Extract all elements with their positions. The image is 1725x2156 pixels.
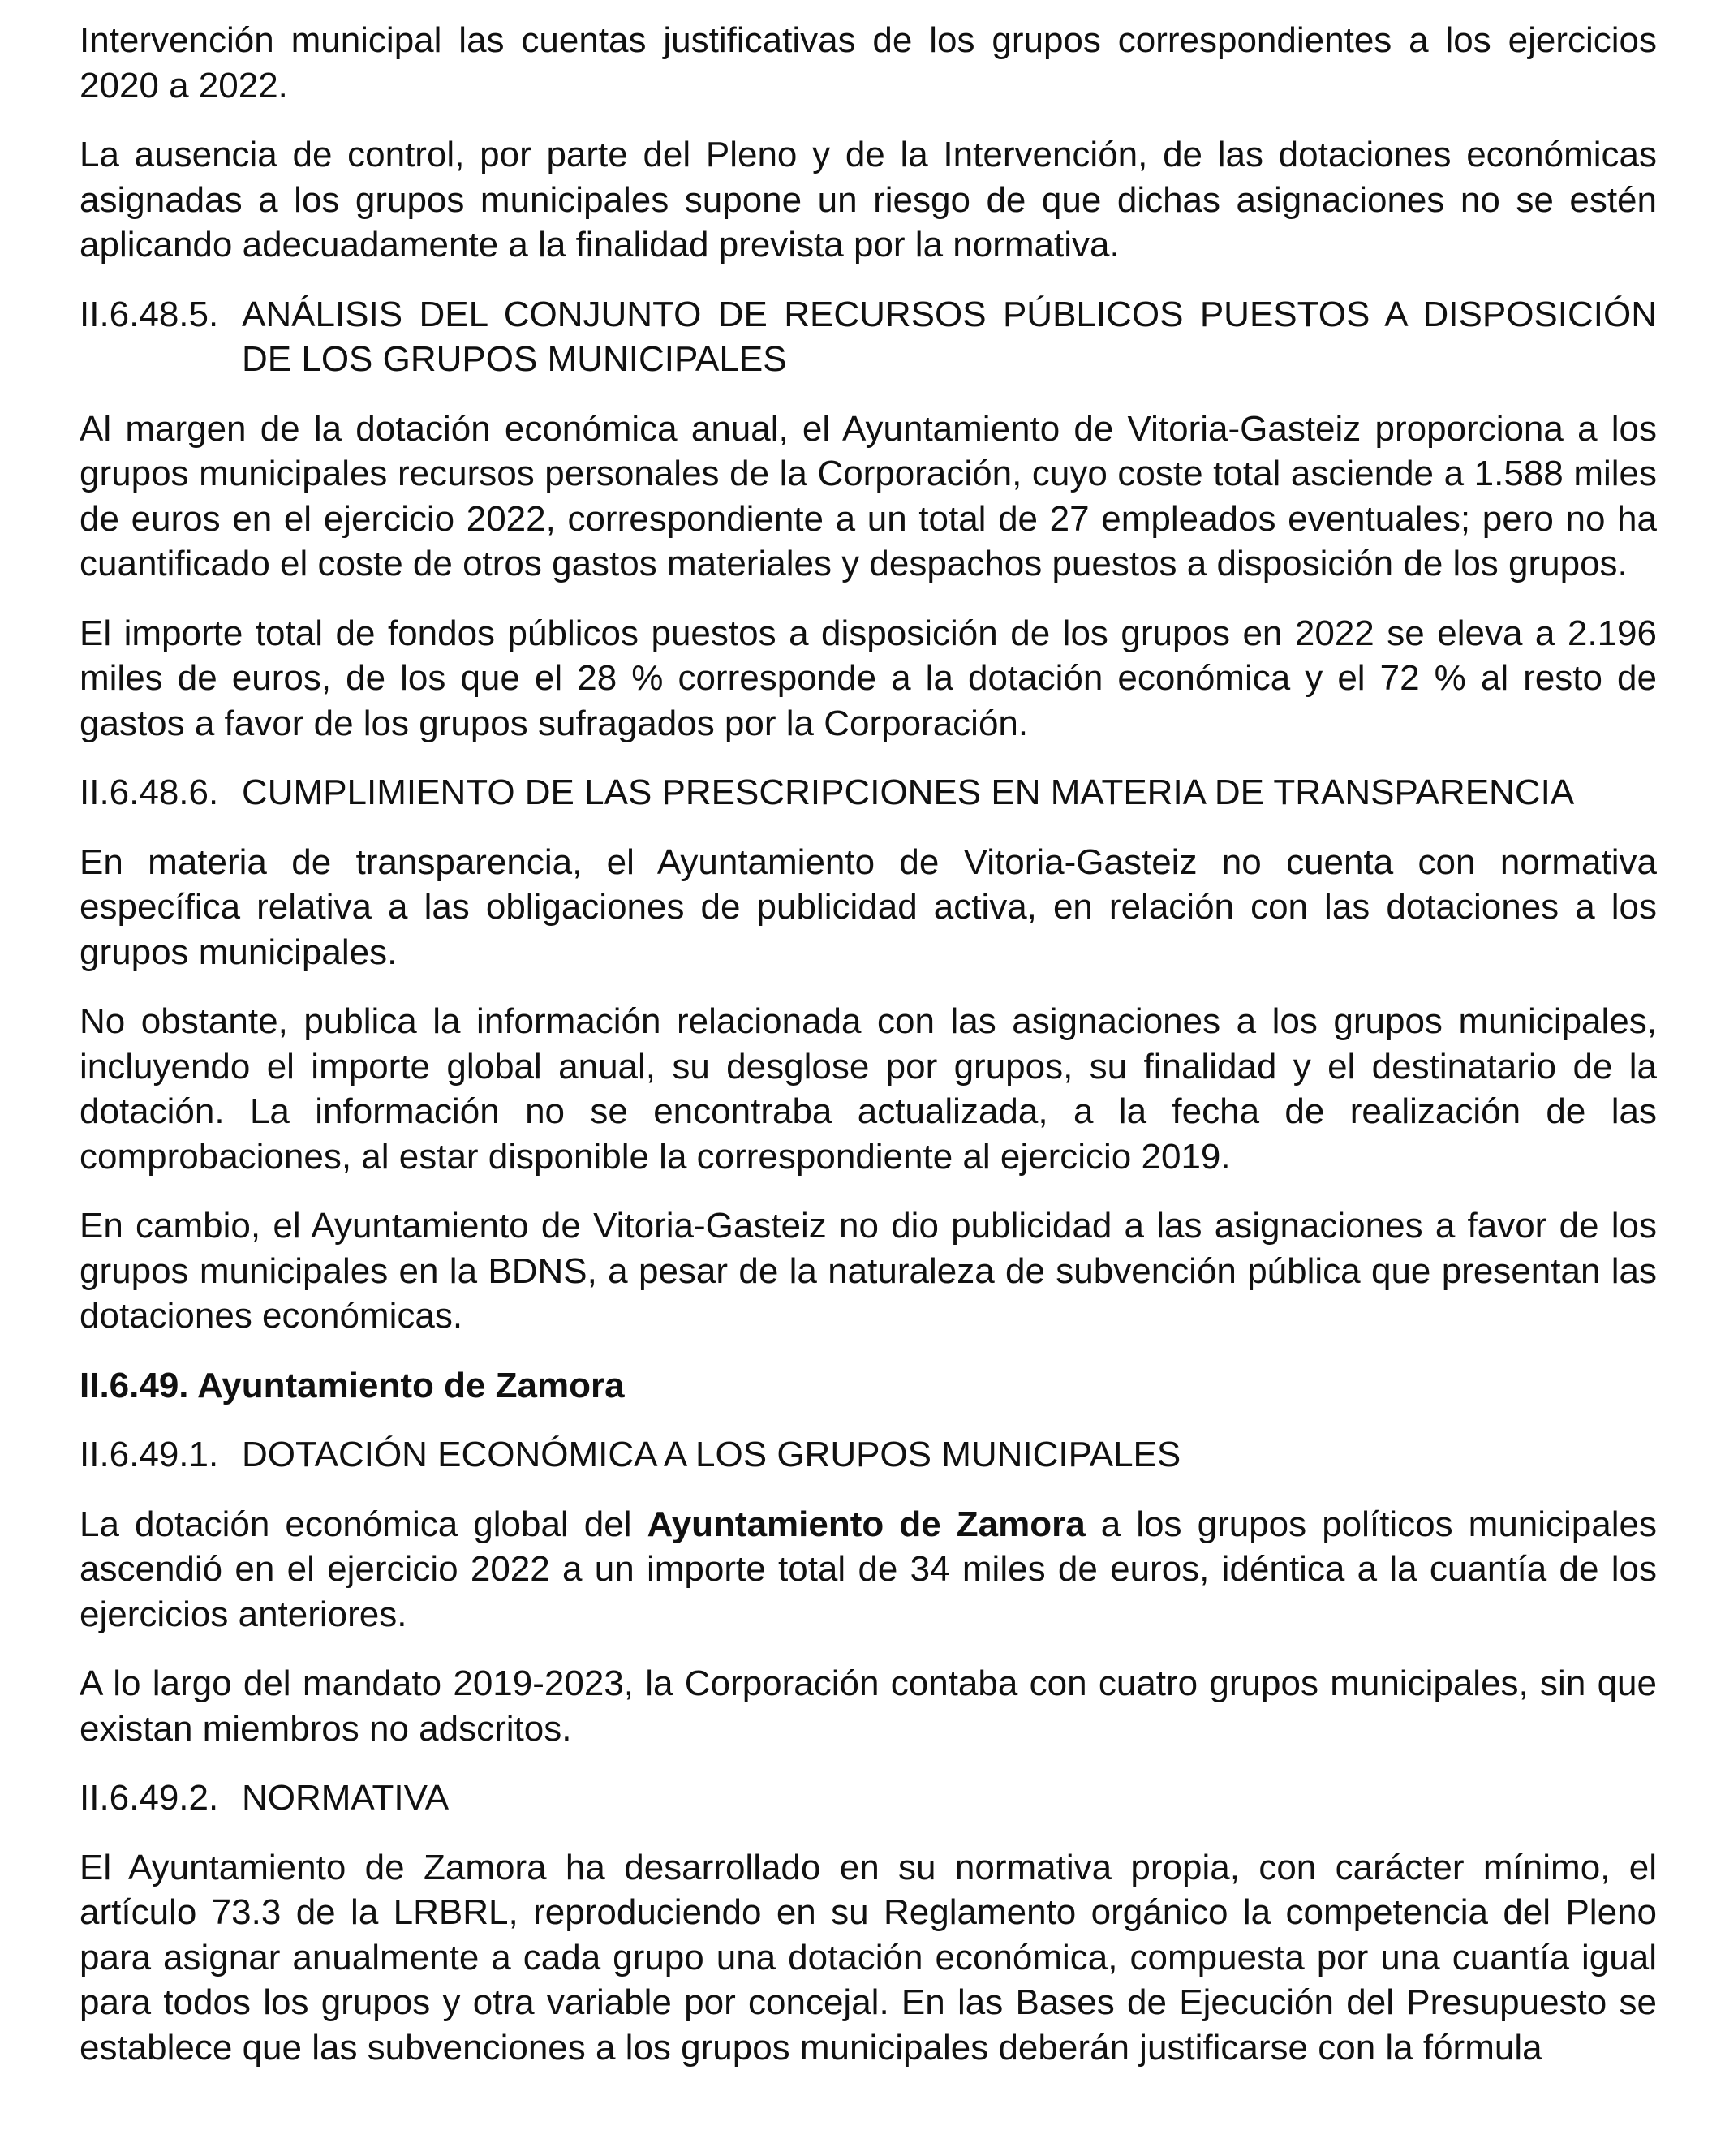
paragraph: La ausencia de control, por parte del Pleno y de la Intervención, de las dotaciones económicas asignadas a los grupos municipales supone un riesgo de que dichas asignaciones no se estén aplicando adecuadamente a la finalidad prevista por la normativa. — [80, 135, 1657, 265]
paragraph: En cambio, el Ayuntamiento de Vitoria-Gasteiz no dio publicidad a las asignaciones a favor de los grupos municipales en la BDNS, a pesar de la naturaleza de subvención pública que presentan las dotaciones económicas. — [80, 1206, 1657, 1336]
paragraph: En materia de transparencia, el Ayuntamiento de Vitoria-Gasteiz no cuenta con normativa específica relativa a las obligaciones de publicidad activa, en relación con las dotaciones a los grupos municipales. — [80, 841, 1657, 972]
paragraph-text: a los grupos políticos municipales ascendió en el ejercicio 2022 a un importe total de 34 miles de euros, idéntica a la cuantía de los ejercicios anteriores. — [80, 1504, 1657, 1634]
paragraph: Al margen de la dotación económica anual, el Ayuntamiento de Vitoria-Gasteiz proporciona a los grupos municipales recursos personales de la Corporación, cuyo coste total asciende a 1.588 miles de euros en el ejercicio 2022, correspondiente a un total de 27 empleados eventuales; pero no ha cuantificado el coste de otros gastos materiales y despachos puestos a disposición de los grupos. — [80, 408, 1657, 583]
paragraph: A lo largo del mandato 2019-2023, la Corporación contaba con cuatro grupos municipales, sin que existan miembros no adscritos. — [80, 1663, 1657, 1749]
heading-number: II.6.49.2. — [80, 1778, 219, 1818]
paragraph-text: La dotación económica global del — [80, 1504, 647, 1544]
subsection-heading — [80, 1775, 1657, 1821]
subsection-heading — [80, 292, 1657, 382]
subsection-heading — [80, 1432, 1657, 1478]
subsection-heading — [80, 770, 1657, 815]
paragraph-bold-text: Ayuntamiento de Zamora — [647, 1504, 1086, 1544]
document-page — [80, 18, 1657, 2094]
paragraph: El importe total de fondos públicos puestos a disposición de los grupos en 2022 se eleva a 2.196 miles de euros, de los que el 28 % corresponde a la dotación económica y el 72 % al resto de gastos a favor de los grupos sufragados por la Corporación. — [80, 613, 1657, 743]
paragraph: El Ayuntamiento de Zamora ha desarrollado en su normativa propia, con carácter mínimo, el artículo 73.3 de la LRBRL, reproduciendo en su Reglamento orgánico la competencia del Pleno para asignar anualmente a cada grupo una dotación económica, compuesta por una cuantía igual para todos los grupos y otra variable por concejal. En las Bases de Ejecución del Presupuesto se establece que las subvenciones a los grupos municipales deberán justificarse con la fórmula — [80, 1847, 1657, 2068]
section-title: II.6.49. Ayuntamiento de Zamora — [80, 1365, 625, 1405]
paragraph: No obstante, publica la información relacionada con las asignaciones a los grupos municipales, incluyendo el importe global anual, su desglose por grupos, su finalidad y el destinatario de la dotación. La información no se encontraba actualizada, a la fecha de realización de las comprobaciones, al estar disponible la correspondiente al ejercicio 2019. — [80, 1001, 1657, 1177]
heading-title: NORMATIVA — [242, 1778, 450, 1818]
heading-title: DOTACIÓN ECONÓMICA A LOS GRUPOS MUNICIPALES — [242, 1435, 1181, 1474]
heading-number: II.6.49.1. — [80, 1435, 219, 1474]
heading-number: II.6.48.6. — [80, 772, 219, 812]
heading-number: II.6.48.5. — [80, 294, 219, 334]
paragraph — [80, 1502, 1657, 1637]
heading-title: ANÁLISIS DEL CONJUNTO DE RECURSOS PÚBLICOS PUESTOS A DISPOSICIÓN DE LOS GRUPOS MUNICIPALES — [242, 294, 1657, 379]
heading-title: CUMPLIMIENTO DE LAS PRESCRIPCIONES EN MATERIA DE TRANSPARENCIA — [242, 772, 1575, 812]
paragraph: Intervención municipal las cuentas justificativas de los grupos correspondientes a los ejercicios 2020 a 2022. — [80, 20, 1657, 105]
